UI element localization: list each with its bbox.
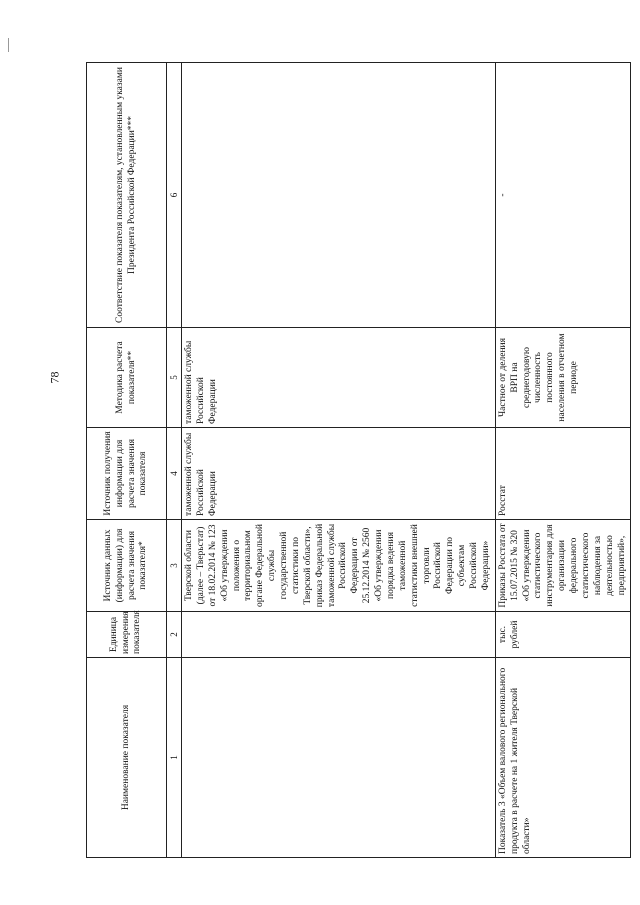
cell-info-source: таможенной службы Российской Федерации [182, 428, 496, 520]
cell-compliance: - [495, 63, 631, 328]
cell-unit: тыс. рублей [495, 612, 631, 658]
header-data-source: Источник данных (информации) для расчета значения показателя* [87, 520, 167, 612]
column-number-row [167, 63, 182, 858]
column-number: 1 [167, 658, 182, 858]
cell-method: Частное от деления ВРП на среднегодовую численность постоянного населения в отчетном периоде [495, 328, 631, 428]
header-unit: Единица измерения показателя [87, 612, 167, 658]
cell-compliance [182, 63, 496, 328]
column-number: 5 [167, 328, 182, 428]
page-number: 78 [47, 371, 62, 384]
cell-method: таможенной службы Российской Федерации [182, 328, 496, 428]
cell-name [182, 658, 496, 858]
header-name: Наименование показателя [87, 658, 167, 858]
header-info-source: Источник получения информации для расчета значения показателя [87, 428, 167, 520]
column-number: 3 [167, 520, 182, 612]
table-row [495, 63, 631, 858]
column-number: 4 [167, 428, 182, 520]
column-number: 6 [167, 63, 182, 328]
header-row [87, 63, 167, 858]
header-method: Методика расчета показателя** [87, 328, 167, 428]
cell-data-source: Тверской области (далее – Тверьстат) от 18.02.2014 № 123 «Об утверждении положения о территориальном органе Федеральной службы государственной статистики по Тверской области», приказ Федеральной таможенной службы Российской Федерации от 25.12.2014 № 2560 «Об утверждении порядка ведения таможенной статистики внешней торговли Российской Федерации по субъектам Российской Федерации» [182, 520, 496, 612]
table-row [182, 63, 496, 858]
header-compliance: Соответствие показателя показателям, установленным указами Президента Российской Федерации*** [87, 63, 167, 328]
cell-info-source: Росстат [495, 428, 631, 520]
indicator-table [86, 62, 631, 858]
scan-edge-mark [8, 38, 9, 52]
column-number: 2 [167, 612, 182, 658]
cell-data-source: Приказы Росстата от 15.07.2015 № 320 «Об утверждении статистического инструментария для организации федерального статистического наблюдения за деятельностью предприятий», [495, 520, 631, 612]
indicator-table-rotated [86, 63, 627, 858]
cell-name: Показатель 3 «Объем валового регионального продукта в расчете на 1 жителя Тверской области» [495, 658, 631, 858]
cell-unit [182, 612, 496, 658]
